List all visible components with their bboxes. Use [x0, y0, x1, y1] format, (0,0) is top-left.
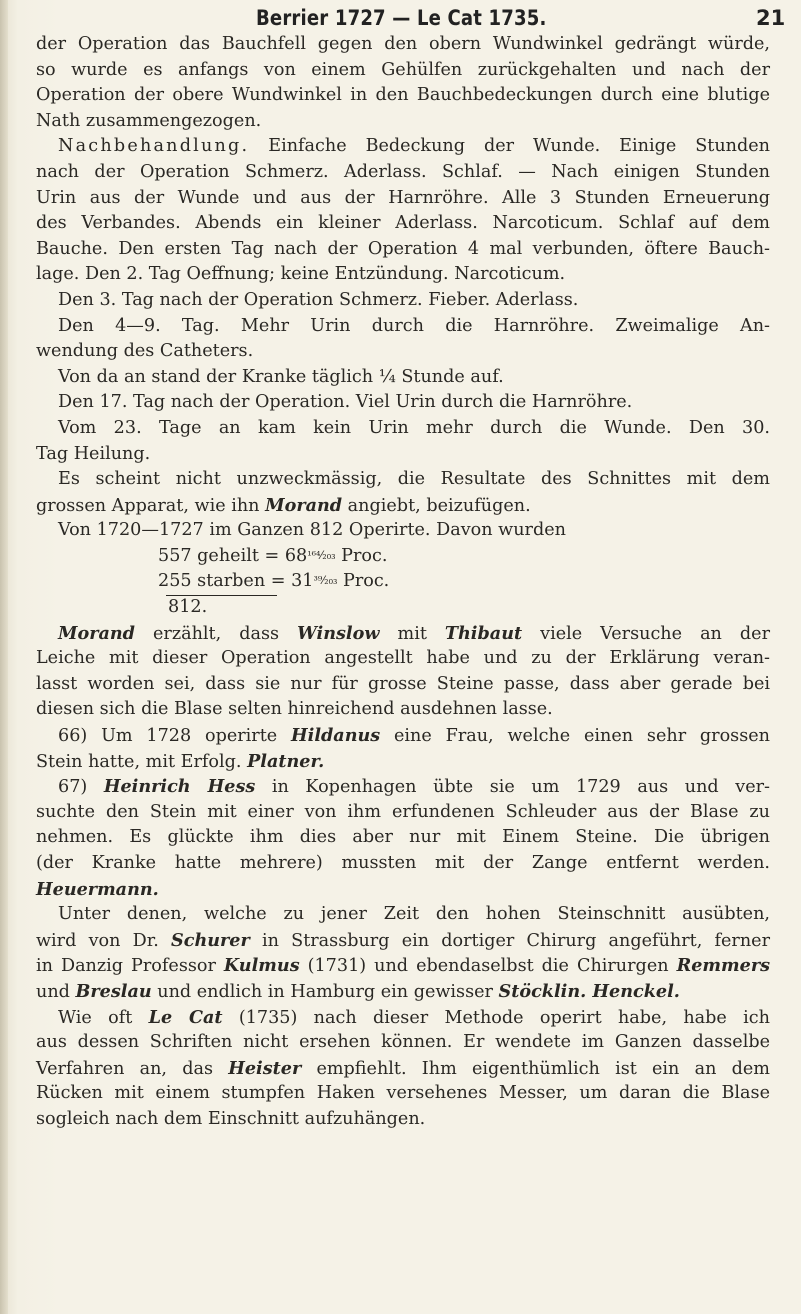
text-run: grossen Apparat, wie ihn: [36, 495, 266, 516]
text-line: Den 3. Tag nach der Operation Schmerz. Fieber. Aderlass.: [58, 289, 579, 310]
text-run: angiebt, beizufügen.: [342, 495, 531, 516]
text-run: Einfache Bedeckung der Wunde. Einige Stunden: [249, 136, 770, 157]
text-line: [36, 1056, 770, 1082]
source-citation: Heuermann.: [36, 878, 159, 900]
text-line: suchte den Stein mit einer von ihm erfundenen Schleuder aus der Blase zu: [36, 801, 770, 822]
text-line: [36, 134, 770, 160]
statistics-total: [36, 595, 770, 621]
text-run: in Kopenhagen übte sie um 1729 aus und ver-: [255, 777, 770, 798]
binding-edge: [0, 0, 8, 1314]
text-line: Den 4—9. Tag. Mehr Urin durch die Harnröhre. Zweimalige An-: [58, 315, 770, 336]
text-line: [36, 928, 770, 954]
text-run: wird von Dr.: [36, 930, 172, 951]
person-name: Thibaut: [444, 622, 523, 644]
text-line: nach der Operation Schmerz. Aderlass. Schlaf. — Nach einigen Stunden: [36, 161, 770, 182]
source-citation: Platner.: [247, 750, 325, 772]
text-run: Stein hatte, mit Erfolg.: [36, 751, 248, 772]
text-run: in Danzig Professor: [36, 956, 224, 977]
text-run: eine Frau, welche einen sehr grossen: [380, 726, 770, 747]
text-line: [36, 953, 770, 979]
running-head: Berrier 1727 — Le Cat 1735.: [256, 6, 547, 30]
body-text: [36, 32, 770, 1133]
text-run: in Strassburg ein dortiger Chirurg angeführt, ferner: [249, 930, 770, 951]
text-line: diesen sich die Blase selten hinreichend ausdehnen lasse.: [36, 699, 553, 720]
text-line: sogleich nach dem Einschnitt aufzuhängen.: [36, 1108, 426, 1129]
text-line: der Operation das Bauchfell gegen den obern Wundwinkel gedrängt würde,: [36, 34, 770, 54]
text-line: lasst worden sei, dass sie nur für grosse Steine passe, dass aber gerade bei: [36, 673, 770, 694]
text-line: Rücken mit einem stumpfen Haken versehenes Messer, um daran die Blase: [36, 1083, 770, 1104]
text-line: [36, 723, 770, 749]
person-name: Remmers: [676, 955, 770, 977]
text-line: [36, 1005, 770, 1031]
text-line: Den 17. Tag nach der Operation. Viel Urin durch die Harnröhre.: [58, 392, 633, 413]
stat-unit: Proc.: [337, 571, 390, 592]
text-line: Nath zusammengezogen.: [36, 110, 262, 131]
text-line: so wurde es anfangs von einem Gehülfen zurückgehalten und nach der: [36, 59, 770, 80]
person-name: Heister: [228, 1057, 302, 1079]
text-line: Von 1720—1727 im Ganzen 812 Operirte. Davon wurden: [58, 520, 566, 541]
stat-fraction: ¹⁶⁴⁄₂₀₃: [307, 548, 336, 562]
text-line: [36, 621, 770, 647]
text-line: aus dessen Schriften nicht ersehen können. Er wendete im Ganzen dasselbe: [36, 1032, 770, 1053]
text-run: (1731) und ebendaselbst die Chirurgen: [299, 956, 677, 977]
person-name: Kulmus: [223, 955, 300, 977]
text-line: Es scheint nicht unzweckmässig, die Resultate des Schnittes mit dem: [58, 469, 770, 490]
text-line: (der Kranke hatte mehrere) mussten mit der Zange entfernt werden.: [36, 853, 770, 873]
text-line: Unter denen, welche zu jener Zeit den hohen Steinschnitt ausübten,: [58, 904, 770, 925]
text-line: lage. Den 2. Tag Oeffnung; keine Entzündung. Narcoticum.: [36, 264, 566, 285]
text-run: 66) Um 1728 operirte: [58, 726, 292, 747]
text-run: erzählt, dass: [134, 623, 298, 644]
text-line: [36, 749, 770, 775]
person-name: Morand: [58, 622, 135, 644]
text-line: nehmen. Es glückte ihm dies aber nur mit Einem Steine. Die übrigen: [36, 827, 770, 848]
text-run: (1735) nach dieser Methode operirt habe, habe ich: [222, 1007, 770, 1028]
text-line: Von da an stand der Kranke täglich ¼ Stunde auf.: [58, 366, 504, 387]
person-name: Morand: [265, 494, 343, 516]
stat-text: 557 geheilt = 68: [158, 545, 308, 566]
text-line: [36, 493, 770, 519]
text-line: Leiche mit dieser Operation angestellt habe und zu der Erklärung veran-: [36, 648, 770, 669]
text-run: viele Versuche an der: [522, 623, 770, 644]
text-line: wendung des Catheters.: [36, 341, 254, 362]
person-name: Breslau: [75, 980, 152, 1002]
statistics-row-healed: [36, 544, 770, 570]
stat-total: 812.: [166, 595, 277, 619]
text-run: mit: [379, 623, 445, 644]
text-line: [36, 877, 770, 903]
person-name: Heinrich Hess: [103, 776, 256, 798]
person-name: Winslow: [297, 622, 380, 644]
stat-unit: Proc.: [335, 545, 388, 566]
person-name: Stöcklin. Henckel.: [498, 980, 680, 1002]
stat-fraction: ³⁹⁄₂₀₃: [313, 574, 338, 588]
text-run: Verfahren an, das: [36, 1058, 229, 1079]
text-run: Wie oft: [58, 1007, 149, 1028]
person-name: Le Cat: [148, 1006, 223, 1028]
text-line: [36, 774, 770, 800]
text-line: des Verbandes. Abends ein kleiner Aderlass. Narcoticum. Schlaf auf dem: [36, 213, 770, 234]
statistics-row-died: [36, 569, 770, 595]
text-line: Bauche. Den ersten Tag nach der Operation 4 mal verbunden, öftere Bauch-: [36, 238, 770, 259]
page-number: 21: [756, 6, 786, 30]
text-line: Operation der obere Wundwinkel in den Bauchbedeckungen durch eine blutige: [36, 85, 770, 106]
text-line: Vom 23. Tage an kam kein Urin mehr durch die Wunde. Den 30.: [58, 417, 770, 438]
text-run: 67): [58, 777, 104, 798]
text-run: und endlich in Hamburg ein gewisser: [151, 981, 499, 1002]
person-name: Schurer: [171, 929, 250, 951]
text-run: und: [36, 981, 76, 1002]
person-name: Hildanus: [291, 725, 381, 747]
text-line: Tag Heilung.: [36, 443, 151, 464]
stat-text: 255 starben = 31: [158, 571, 314, 592]
section-heading-nachbehandlung: Nachbehandlung.: [58, 136, 250, 157]
text-line: [36, 979, 770, 1005]
text-line: Urin aus der Wunde und aus der Harnröhre. Alle 3 Stunden Erneuerung: [36, 187, 770, 208]
text-run: empfiehlt. Ihm eigenthümlich ist ein an dem: [301, 1058, 770, 1079]
